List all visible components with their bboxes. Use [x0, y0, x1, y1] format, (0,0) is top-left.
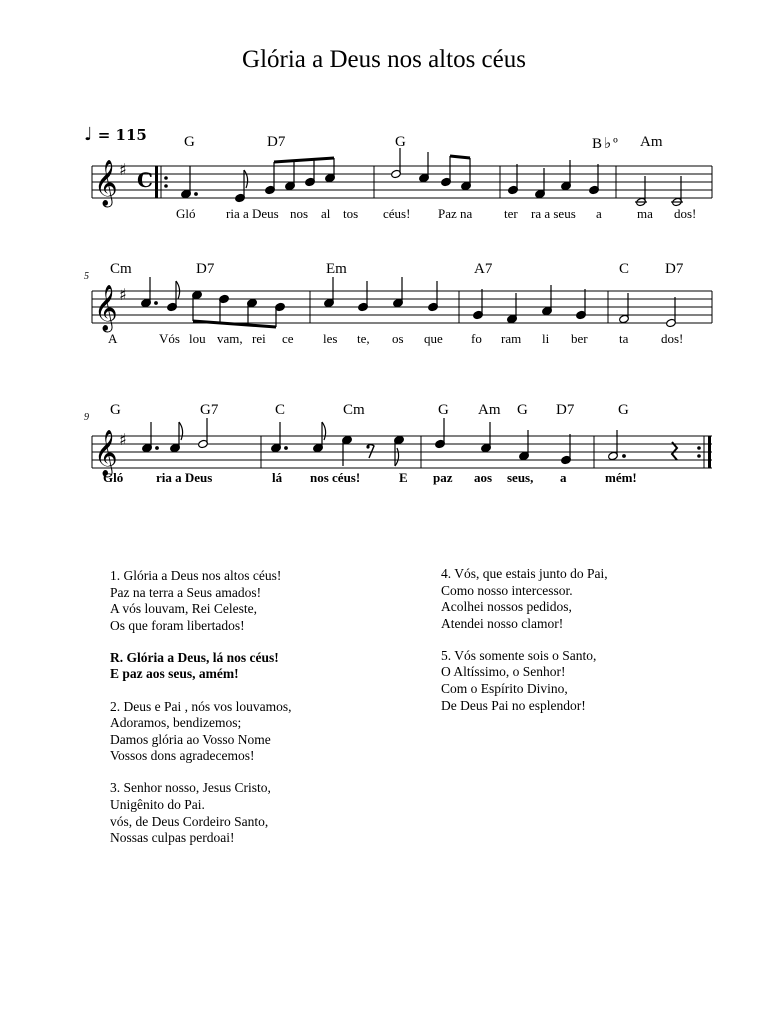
verse-line: 5. Vós somente sois o Santo,	[441, 647, 597, 663]
lyric-syllable: ce	[282, 331, 294, 346]
lyric-syllable: dos!	[674, 206, 697, 221]
lyric-syllable: vam,	[217, 331, 243, 346]
lyric-syllable: os	[392, 331, 404, 346]
chord-label: G	[438, 402, 449, 418]
lyric-syllable: Gló	[176, 206, 196, 221]
lyric-syllable: Vós	[159, 331, 180, 346]
chord-label: G	[517, 402, 528, 418]
chord-label: Cm	[110, 261, 132, 277]
verse-stanza	[110, 780, 292, 846]
lyric-syllable: ra a seus	[531, 206, 576, 221]
verse-line: Acolhei nossos pedidos,	[441, 599, 572, 615]
svg-text:C: C	[137, 168, 153, 192]
verse-line: vós, de Deus Cordeiro Santo,	[110, 813, 269, 829]
svg-text:♯: ♯	[119, 160, 127, 179]
lyric-syllable: nos céus!	[310, 470, 361, 485]
chord-label: G	[184, 134, 195, 150]
lyric-syllable: A	[108, 331, 118, 346]
lyric-syllable: ber	[571, 331, 588, 346]
verse-stanza	[441, 566, 608, 632]
verses-right-column	[441, 566, 608, 730]
refrain-stanza	[110, 650, 292, 683]
verse-line: 1. Glória a Deus nos altos céus!	[110, 568, 282, 583]
verse-line: 4. Vós, que estais junto do Pai,	[441, 566, 608, 581]
lyric-syllable: ter	[504, 206, 518, 221]
chord-label: G7	[200, 402, 219, 418]
lyric-syllable: seus,	[507, 470, 534, 485]
lyric-syllable: que	[424, 331, 443, 346]
lyric-syllable: a	[596, 206, 602, 221]
chord-label: A7	[474, 261, 493, 277]
lyric-syllable: ria a Deus	[156, 470, 213, 485]
verse-line: Adoramos, bendizemos;	[110, 715, 242, 731]
chord-label: G	[395, 134, 406, 150]
verse-line: A vós louvam, Rei Celeste,	[110, 601, 257, 617]
lyric-syllable: al	[321, 206, 331, 221]
music-system-1	[0, 130, 768, 250]
verse-line: O Altíssimo, o Senhor!	[441, 664, 566, 680]
lyric-syllable: ria a Deus	[226, 206, 279, 221]
chord-label: D7	[665, 261, 684, 277]
lyric-syllable: tos	[343, 206, 359, 221]
verse-line: 2. Deus e Pai , nós vos louvamos,	[110, 698, 292, 714]
verse-line: E paz aos seus, amém!	[110, 666, 239, 682]
verse-line: Como nosso intercessor.	[441, 582, 573, 598]
lyric-syllable: lá	[272, 470, 283, 485]
chord-label: Am	[640, 134, 663, 150]
lyric-syllable: dos!	[661, 331, 684, 346]
chord-label: G	[618, 402, 629, 418]
chord-label: C	[275, 402, 286, 418]
chord-label: Cm	[343, 402, 365, 418]
measure-number: 5	[84, 271, 89, 282]
verse-line: Nossas culpas perdoai!	[110, 830, 235, 846]
verse-line: De Deus Pai no esplendor!	[441, 697, 586, 713]
quarter-note-icon: ♩	[84, 124, 93, 145]
svg-text:♯: ♯	[119, 285, 127, 304]
lyric-syllable: te,	[357, 331, 370, 346]
lyric-syllable: nos	[290, 206, 309, 221]
verse-line: Unigênito do Pai.	[110, 797, 205, 813]
verse-line: Os que foram libertados!	[110, 617, 245, 633]
lyric-syllable: Paz na	[438, 206, 473, 221]
verse-line: Paz na terra a Seus amados!	[110, 584, 262, 600]
lyric-syllable: mém!	[605, 470, 637, 485]
lyric-syllable: les	[323, 331, 338, 346]
treble-clef-icon: 𝄞	[94, 160, 118, 206]
lyric-syllable: paz	[433, 470, 453, 485]
verse-line: Vossos dons agradecemos!	[110, 748, 255, 764]
lyric-syllable: li	[542, 331, 550, 346]
lyric-syllable: Gló	[103, 470, 124, 485]
verse-stanza	[441, 648, 608, 714]
verse-line: 3. Senhor nosso, Jesus Cristo,	[110, 780, 271, 796]
tempo-value: = 115	[97, 126, 147, 144]
verses-left-column	[110, 568, 292, 862]
lyric-syllable: fo	[471, 331, 482, 346]
treble-clef-icon: 𝄞	[94, 285, 118, 331]
treble-clef-icon: 𝄞	[94, 430, 118, 476]
chord-label: D7	[267, 134, 286, 150]
svg-text:♯: ♯	[119, 430, 127, 449]
lyric-syllable: a	[560, 470, 567, 485]
verse-line: Com o Espírito Divino,	[441, 681, 568, 697]
chord-label: Am	[478, 402, 501, 418]
lyric-syllable: rei	[252, 331, 266, 346]
lyric-syllable: céus!	[383, 206, 411, 221]
song-title: Glória a Deus nos altos céus	[242, 46, 526, 73]
lyric-syllable: E	[399, 470, 408, 485]
verse-line: R. Glória a Deus, lá nos céus!	[110, 649, 279, 665]
chord-label: D7	[196, 261, 215, 277]
chord-label: C	[619, 261, 630, 277]
measure-number: 9	[84, 412, 89, 423]
lyric-syllable: ta	[619, 331, 629, 346]
verse-stanza	[110, 568, 292, 634]
lyric-syllable: lou	[189, 331, 206, 346]
lyric-syllable: ma	[637, 206, 653, 221]
chord-label: Em	[326, 261, 347, 277]
verse-stanza	[110, 699, 292, 765]
verse-line: Atendei nosso clamor!	[441, 615, 564, 631]
lyric-syllable: ram	[501, 331, 522, 346]
verse-line: Damos glória ao Vosso Nome	[110, 731, 271, 747]
chord-label: B♭º	[592, 136, 620, 152]
chord-label: D7	[556, 402, 575, 418]
music-system-3	[0, 400, 768, 520]
chord-label: G	[110, 402, 121, 418]
music-system-2	[0, 255, 768, 375]
lyric-syllable: aos	[474, 470, 493, 485]
